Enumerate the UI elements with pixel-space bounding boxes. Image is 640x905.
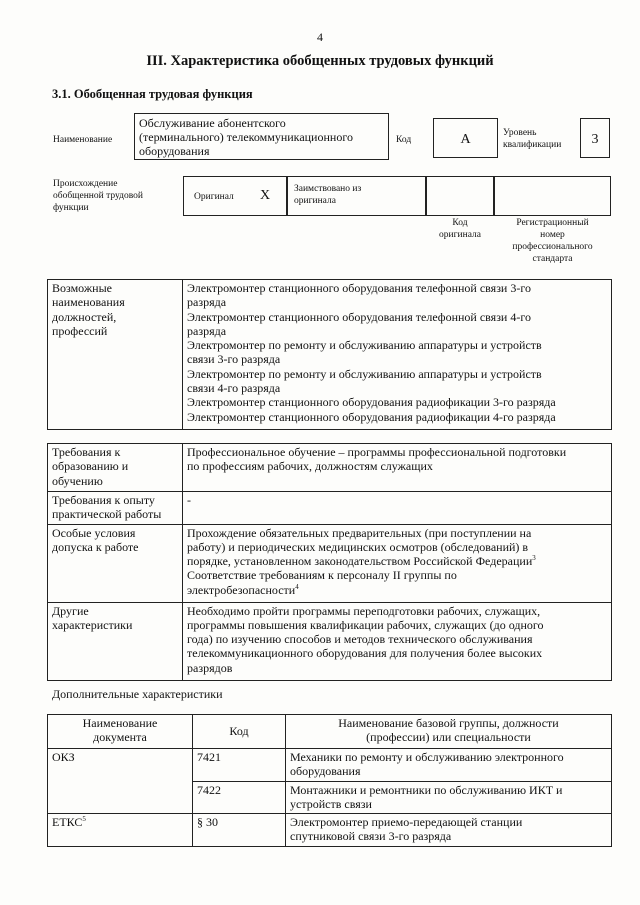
borrowed-box — [287, 176, 426, 216]
name-line: устройств связи — [290, 796, 372, 811]
positions-label-cell — [48, 280, 183, 430]
special-conditions-value-cell — [183, 524, 612, 602]
name-line: Электромонтер приемо-передающей станции — [290, 815, 523, 830]
label-line: Особые условия — [52, 525, 136, 540]
value-line: Соответствие требованиям к персоналу II группы по — [187, 568, 457, 583]
section-title: III. Характеристика обобщенных трудовых функций — [146, 53, 494, 69]
doc-text: ЕТКС — [52, 815, 83, 830]
origin-label-line: обобщенной трудовой — [53, 191, 143, 201]
position-line: Электромонтер станционного оборудования радиофикации 4-го разряда — [187, 409, 556, 424]
code-label: Код — [396, 135, 412, 145]
header-line: (профессии) или специальности — [366, 730, 531, 745]
name-label: Наименование — [53, 135, 113, 145]
original-code-caption — [426, 217, 494, 241]
position-line: Электромонтер станционного оборудования радиофикации 3-го разряда — [187, 395, 556, 410]
value-text: порядке, установленном законодательством Российской Федерации — [187, 554, 533, 569]
origin-label-line: Происхождение — [53, 179, 118, 189]
group-name-cell — [286, 749, 612, 782]
name-line: Монтажники и ремонтники по обслуживанию ИКТ и — [290, 782, 563, 797]
caption-line: профессионального — [512, 242, 593, 252]
code-cell: 7422 — [193, 781, 286, 814]
header-line: Наименование — [82, 716, 158, 730]
position-line: связи 4-го разряда — [187, 381, 281, 396]
position-line: Электромонтер по ремонту и обслуживанию аппаратуры и устройств — [187, 338, 542, 353]
positions-list-cell — [183, 280, 612, 430]
function-name-line: Обслуживание абонентского — [139, 116, 286, 130]
group-name-cell — [286, 814, 612, 847]
education-label-cell — [48, 444, 183, 492]
value-line: по профессиям рабочих, должностям служащих — [187, 459, 433, 474]
caption-line: номер — [540, 230, 565, 240]
registration-caption — [494, 217, 611, 265]
level-label-line: квалификации — [503, 140, 562, 150]
level-label — [503, 127, 561, 151]
function-name-box — [134, 113, 389, 160]
code-cell: § 30 — [193, 814, 286, 847]
label-line: образованию и — [52, 459, 129, 474]
header-line: документа — [93, 730, 147, 745]
caption-line: Регистрационный — [516, 218, 589, 228]
header-code: Код — [193, 715, 286, 749]
positions-table — [47, 279, 612, 430]
original-box — [183, 176, 287, 216]
positions-label-line: профессий — [52, 323, 108, 338]
caption-line: оригинала — [439, 230, 481, 240]
label-line: характеристики — [52, 617, 133, 632]
header-document — [48, 715, 193, 749]
position-line: разряда — [187, 295, 227, 310]
value-line — [187, 554, 607, 568]
value-line: работу) и периодических медицинских осмотров (обследований) в — [187, 539, 529, 554]
origin-label — [53, 178, 143, 214]
experience-value-cell: - — [183, 492, 612, 525]
footnote-ref: 3 — [532, 554, 536, 563]
group-name-cell — [286, 781, 612, 814]
position-line: Электромонтер по ремонту и обслуживанию аппаратуры и устройств — [187, 366, 542, 381]
function-name-line: (терминального) телекоммуникационного — [139, 130, 353, 144]
other-characteristics-label-cell — [48, 602, 183, 680]
position-line: Электромонтер станционного оборудования телефонной связи 4-го — [187, 309, 531, 324]
education-value-cell — [183, 444, 612, 492]
label-line: Требования к — [52, 445, 121, 459]
value-line: разрядов — [187, 660, 233, 675]
value-line: телекоммуникационного оборудования для получения более высоких — [187, 646, 543, 661]
label-line: обучению — [52, 473, 103, 488]
position-line: разряда — [187, 323, 227, 338]
label-line: Требования к опыту — [52, 493, 155, 507]
other-characteristics-value-cell — [183, 602, 612, 680]
footnote-ref: 4 — [295, 582, 299, 591]
level-label-line: Уровень — [503, 128, 537, 138]
original-code-box — [426, 176, 494, 216]
special-conditions-label-cell — [48, 524, 183, 602]
positions-label-line: Возможные — [52, 281, 112, 295]
value-line: программы повышения квалификации рабочих, служащих (до одного — [187, 617, 544, 632]
positions-label-line: должностей, — [52, 309, 117, 324]
level-value: 3 — [591, 132, 599, 147]
doc-cell-etks — [48, 814, 193, 847]
value-line: Прохождение обязательных предварительных (при поступлении на — [187, 525, 532, 540]
additional-characteristics-title: Дополнительные характеристики — [52, 687, 223, 701]
original-mark: X — [260, 188, 271, 203]
name-line: оборудования — [290, 764, 361, 779]
name-line: спутниковой связи 3-го разряда — [290, 829, 452, 844]
label-line: допуска к работе — [52, 539, 139, 554]
page-number: 4 — [317, 30, 323, 44]
origin-label-line: функции — [53, 203, 89, 213]
caption-line: Код — [452, 218, 468, 228]
doc-cell-okz: ОКЗ — [48, 749, 193, 814]
value-line: Необходимо пройти программы переподготовки рабочих, служащих, — [187, 603, 541, 618]
code-cell: 7421 — [193, 749, 286, 782]
borrowed-label-line: оригинала — [294, 196, 336, 206]
original-label: Оригинал — [194, 192, 234, 202]
classifier-table — [47, 714, 612, 847]
label-line: практической работы — [52, 507, 162, 522]
experience-label-cell — [48, 492, 183, 525]
header-line: Наименование базовой группы, должности — [338, 716, 559, 730]
position-line: Электромонтер станционного оборудования телефонной связи 3-го — [187, 281, 531, 295]
borrowed-label-line: Заимствовано из — [294, 184, 362, 194]
caption-line: стандарта — [532, 254, 573, 264]
subsection-title: 3.1. Обобщенная трудовая функция — [52, 87, 253, 101]
level-box — [580, 118, 610, 158]
positions-label-line: наименования — [52, 295, 125, 310]
function-name-line: оборудования — [139, 144, 210, 158]
footnote-ref: 5 — [82, 815, 86, 824]
code-value: A — [460, 132, 471, 147]
position-line: связи 3-го разряда — [187, 352, 281, 367]
requirements-table — [47, 443, 612, 681]
value-line: Профессиональное обучение – программы профессиональной подготовки — [187, 445, 567, 459]
code-box — [433, 118, 498, 158]
value-text: электробезопасности — [187, 582, 296, 597]
value-line — [187, 583, 607, 597]
registration-number-box — [494, 176, 611, 216]
label-line: Другие — [52, 603, 89, 618]
header-group-name — [286, 715, 612, 749]
value-line: года) по изучению способов и методов технического обслуживания — [187, 632, 533, 647]
name-line: Механики по ремонту и обслуживанию электронного — [290, 750, 564, 764]
